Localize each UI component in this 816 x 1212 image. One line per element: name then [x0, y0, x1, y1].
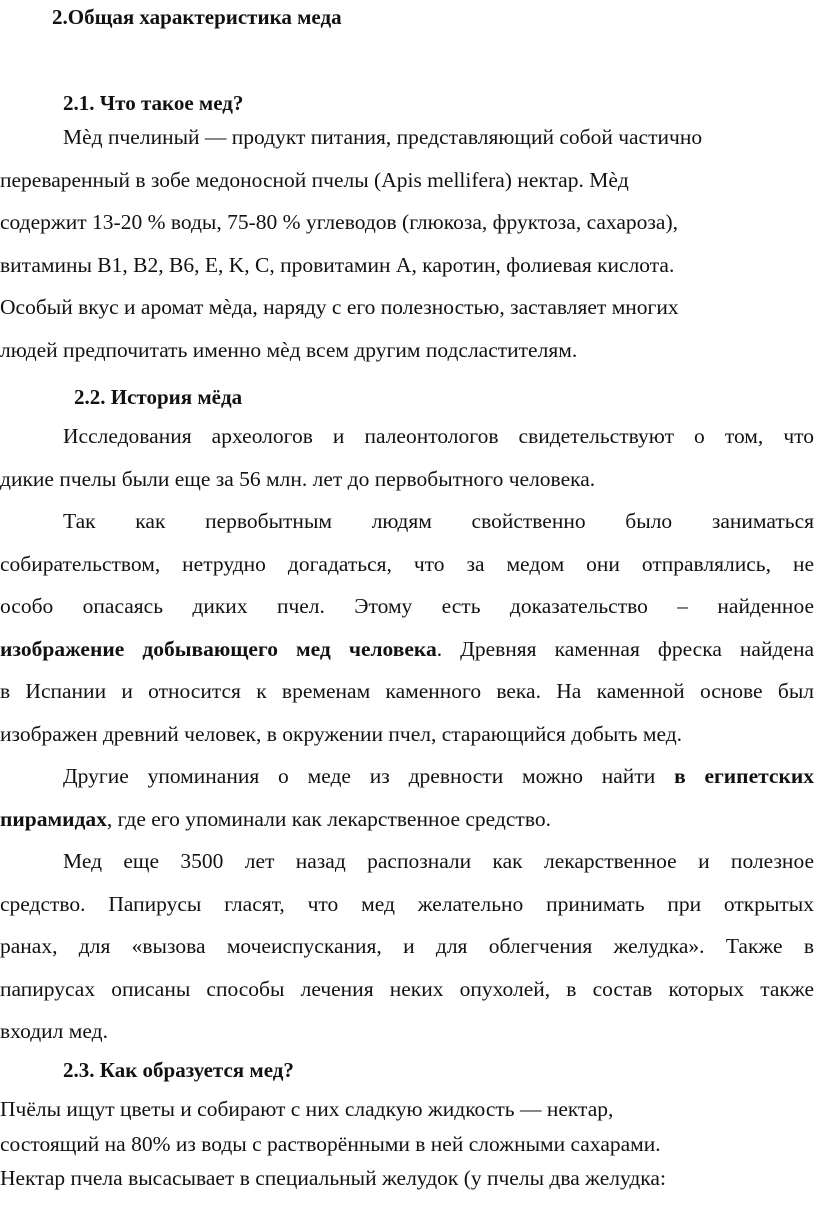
text-line: в Испании и относится к временам каменного века. На каменной основе был	[0, 679, 814, 704]
text-line: изображен древний человек, в окружении пчел, старающийся добыть мед.	[0, 721, 683, 746]
text-line: входил мед.	[0, 1019, 108, 1044]
text-line: Так как первобытным людям свойственно было заниматься	[63, 509, 814, 533]
text-line: Мѐд пчелиный — продукт питания, представляющий собой частично	[63, 125, 703, 149]
text-line: Нектар пчела высасывает в специальный желудок (у пчелы два желудка:	[0, 1166, 666, 1190]
text-line: людей предпочитать именно мѐд всем другим подсластителям.	[0, 337, 578, 362]
paragraph-history-2	[0, 500, 814, 756]
text-line: средство. Папирусы гласят, что мед желательно принимать при открытых	[0, 891, 814, 916]
text-line: переваренный в зобе медоносной пчелы (Apis mellifera) нектар. Мѐд	[0, 167, 629, 192]
paragraph-how-honey-forms	[0, 1092, 810, 1196]
bold-phrase: в египетских	[674, 764, 815, 788]
text-line: Мед еще 3500 лет назад распознали как лекарственное и полезное	[63, 849, 814, 873]
text-fragment: Другие упоминания о меде из древности можно найти	[63, 764, 656, 788]
bold-phrase: пирамидах	[0, 806, 107, 831]
paragraph-what-is-honey	[0, 116, 800, 372]
text-line: витамины B1, B2, B6, E, K, C, провитамин A, каротин, фолиевая кислота.	[0, 252, 675, 277]
text-line	[0, 798, 814, 841]
text-line: дикие пчелы были еще за 56 млн. лет до первобытного человека.	[0, 466, 596, 491]
text-line	[0, 628, 814, 671]
subheading-2-3: 2.3. Как образуется мед?	[63, 1058, 294, 1082]
text-line: ранах, для «вызова мочеиспускания, и для облегчения желудка». Также в	[0, 934, 814, 959]
text-line: Пчёлы ищут цветы и собирают с них сладкую жидкость — нектар,	[0, 1097, 614, 1121]
paragraph-history-3	[0, 755, 814, 840]
text-line: собирательством, нетрудно догадаться, что за медом они отправлялись, не	[0, 551, 814, 576]
bold-phrase: изображение добывающего мед человека	[0, 636, 437, 661]
text-line: особо опасаясь диких пчел. Этому есть доказательство – найденное	[0, 594, 814, 619]
text-line: папирусах описаны способы лечения неких опухолей, в состав которых также	[0, 976, 814, 1001]
text-line: содержит 13-20 % воды, 75-80 % углеводов (глюкоза, фруктоза, сахароза),	[0, 210, 678, 235]
paragraph-history-1	[0, 415, 814, 500]
paragraph-history-4	[0, 840, 814, 1053]
subheading-2-1: 2.1. Что такое мед?	[63, 91, 244, 115]
text-line	[0, 755, 814, 798]
text-line: Исследования археологов и палеонтологов свидетельствуют о том, что	[63, 424, 814, 448]
text-line: Особый вкус и аромат мѐда, наряду с его полезностью, заставляет многих	[0, 295, 679, 320]
section-heading-2: 2.Общая характеристика меда	[52, 5, 342, 29]
subheading-2-2: 2.2. История мёда	[74, 385, 243, 409]
text-fragment: . Древняя каменная фреска найдена	[436, 636, 814, 661]
text-fragment: , где его упоминали как лекарственное средство.	[106, 806, 551, 831]
text-line: состоящий на 80% из воды с растворёнными в ней сложными сахарами.	[0, 1131, 661, 1156]
